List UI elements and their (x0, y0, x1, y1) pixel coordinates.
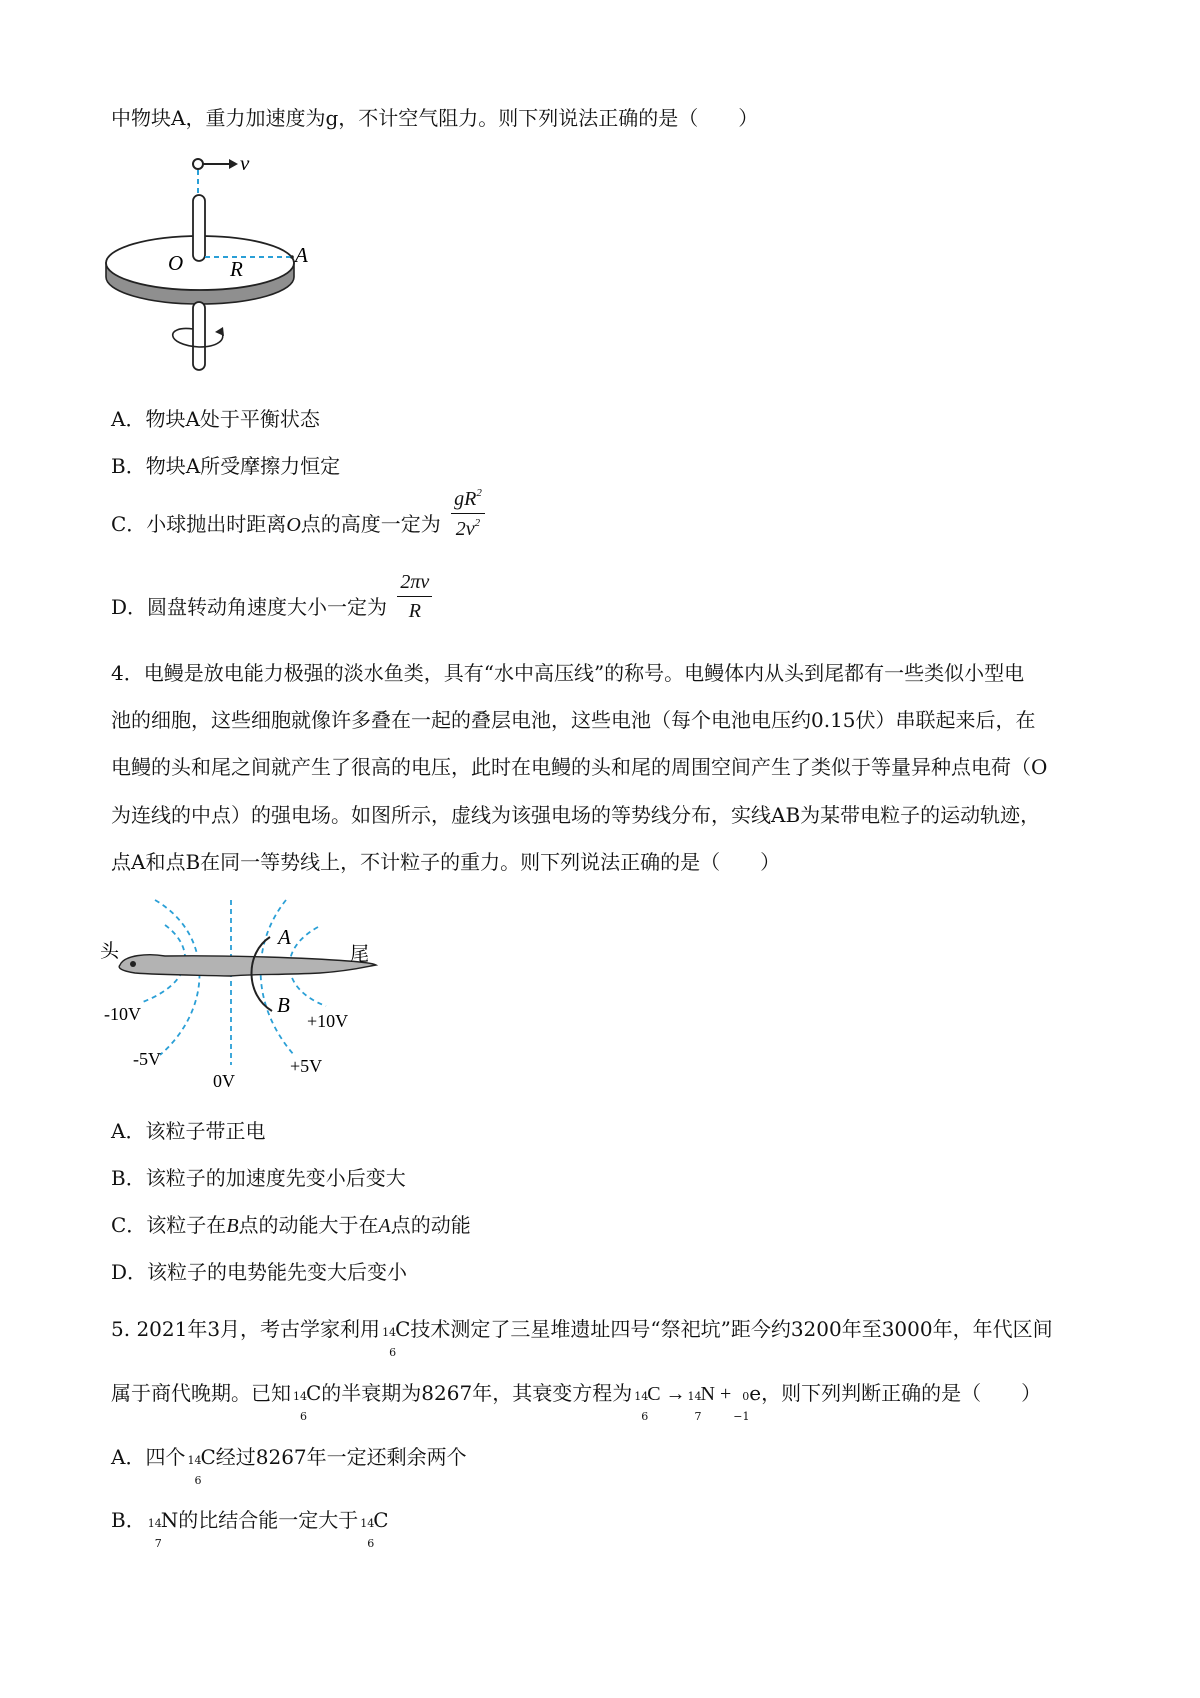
eel-figure (100, 895, 380, 1095)
label-minus5v: -5V (133, 1049, 161, 1069)
q5-stem-line-1: 5. 2021年3月，考古学家利用 14 6 C技术测定了三星堆遗址四号“祭祀坑”距今约3200年至3000年，年代区间 (111, 1317, 1053, 1359)
q5-line2-text2: C的半衰期为8267年，其衰变方程为 (306, 1381, 633, 1405)
label-0v: 0V (213, 1071, 235, 1091)
equipotential-plus5 (261, 900, 294, 1055)
q5-stem-line-2: 属于商代晚期。已知 14 6 C的半衰期为8267年，其衰变方程为 14 6 C → 14 7 N + 0 −1 e，则下列判断正确的是（ ） (111, 1381, 1042, 1423)
q4-stem-line-4: 为连线的中点）的强电场。如图所示，虚线为该强电场的等势线分布，实线AB为某带电粒子的运动轨迹， (111, 803, 1041, 827)
q4-option-c-point-a: A (378, 1215, 391, 1237)
shaft-lower (193, 302, 205, 370)
label-minus10v: -10V (104, 1004, 141, 1024)
tail-label: 尾 (350, 944, 370, 965)
q4-option-a: A．该粒子带正电 (111, 1119, 266, 1143)
rotation-arrowhead (215, 327, 224, 336)
fraction-numerator: $gR^2$ (451, 488, 485, 514)
decay-arrow: C → (647, 1383, 686, 1405)
head-label: 头 (100, 941, 120, 962)
fraction-denominator: R (408, 600, 421, 622)
label-plus10v: +10V (307, 1011, 349, 1031)
block-label: A (295, 243, 308, 267)
q4-option-c-text: C．该粒子在 (111, 1213, 227, 1237)
label-plus5v: +5V (290, 1056, 323, 1076)
q3-option-c-var: O (286, 514, 301, 536)
q4-stem-line-5: 点A和点B在同一等势线上，不计粒子的重力。则下列说法正确的是（ ） (111, 850, 781, 874)
nitrogen-symbol: N + (700, 1383, 732, 1405)
q3-option-a: A．物块A处于平衡状态 (111, 407, 320, 431)
q4-option-d: D．该粒子的电势能先变大后变小 (111, 1260, 408, 1284)
q5-option-a: A．四个 14 6 C经过8267年一定还剩余两个 (111, 1445, 467, 1487)
point-b-label: B (277, 993, 290, 1017)
q4-stem-line-3: 电鳗的头和尾之间就产生了很高的电压，此时在电鳗的头和尾的周围空间产生了类似于等量异种点电荷（O (111, 755, 1048, 779)
q3-option-c-fraction (451, 488, 485, 539)
fraction-numerator: 2πv (397, 572, 432, 597)
disk-figure (105, 145, 345, 375)
q5-option-a-text: A．四个 (111, 1445, 186, 1469)
q5-line2-text: 属于商代晚期。已知 (111, 1381, 291, 1405)
q3-option-c-text2: 点的高度一定为 (300, 512, 441, 536)
eel-eye (130, 961, 136, 967)
q3-option-c (111, 487, 485, 540)
q4-option-c-text3: 点的动能 (390, 1213, 471, 1237)
q4-stem-line-2: 池的细胞，这些细胞就像许多叠在一起的叠层电池，这些电池（每个电池电压约0.15伏）串联起来后，在 (111, 708, 1036, 732)
q5-line1-text2: C技术测定了三星堆遗址四号“祭祀坑”距今约3200年至3000年，年代区间 (395, 1317, 1053, 1341)
equipotential-minus5 (155, 900, 200, 1055)
point-a-label: A (278, 925, 291, 949)
velocity-label: v (240, 151, 250, 175)
radius-label: R (230, 257, 243, 281)
q5-option-b: B． 14 7 N的比结合能一定大于 14 6 C (111, 1508, 389, 1550)
velocity-arrowhead (229, 159, 238, 169)
q3-option-c-text: C．小球抛出时距离 (111, 512, 287, 536)
q4-stem-line-1: 4．电鳗是放电能力极强的淡水鱼类，具有“水中高压线”的称号。电鳗体内从头到尾都有一些类似小型电 (111, 661, 1025, 685)
center-label: O (168, 251, 184, 275)
shaft-upper (193, 195, 205, 261)
q5-option-a-text2: C经过8267年一定还剩余两个 (200, 1445, 467, 1469)
q3-option-d-text: D．圆盘转动角速度大小一定为 (111, 595, 388, 619)
q5-line2-text3: e，则下列判断正确的是（ ） (749, 1381, 1042, 1405)
ball (193, 159, 203, 169)
q4-option-b: B．该粒子的加速度先变小后变大 (111, 1166, 406, 1190)
q5-option-b-text2: N的比结合能一定大于 (160, 1508, 359, 1532)
q4-option-c-point-b: B (226, 1215, 239, 1237)
q4-option-c (111, 1215, 471, 1236)
q5-option-b-text: B． (111, 1508, 146, 1532)
q5-line1-text: 5. 2021年3月，考古学家利用 (111, 1317, 381, 1341)
q5-option-b-text3: C (373, 1508, 389, 1532)
fraction-denominator: $2v^2$ (455, 517, 481, 540)
eel-body (119, 955, 376, 976)
q3-stem: 中物块A，重力加速度为g，不计空气阻力。则下列说法正确的是（ ） (111, 106, 759, 130)
block-a-point (290, 255, 294, 259)
q3-option-d-fraction (397, 572, 432, 621)
q3-option-b: B．物块A所受摩擦力恒定 (111, 454, 341, 478)
q4-option-c-text2: 点的动能大于在 (238, 1213, 379, 1237)
